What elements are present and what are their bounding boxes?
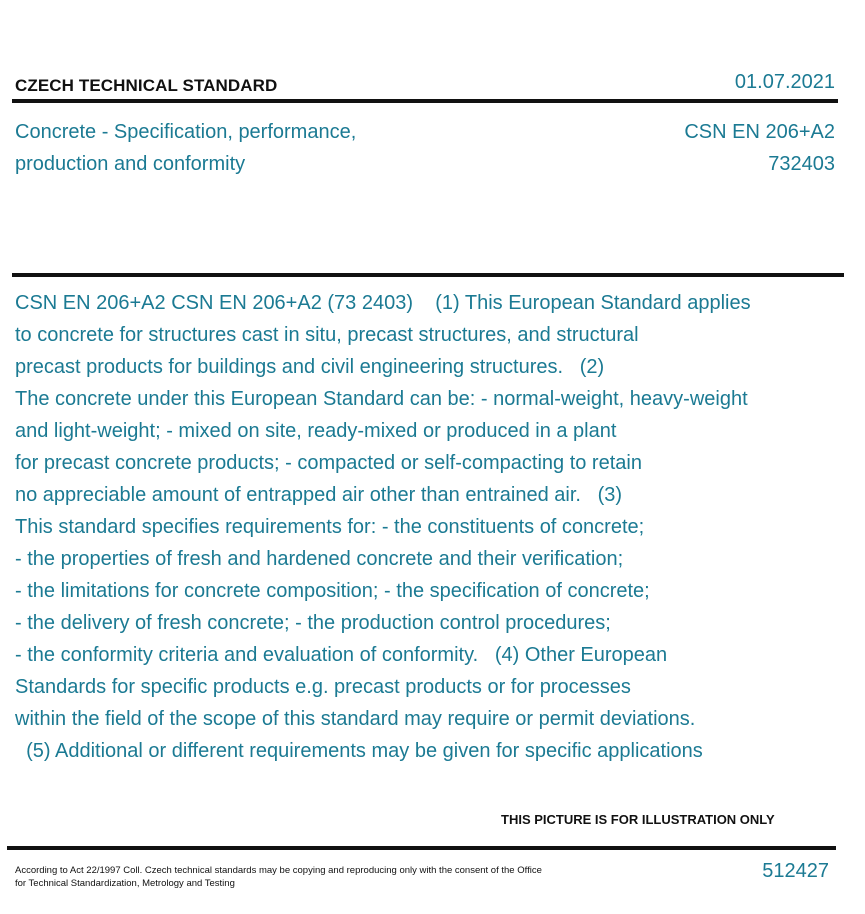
body-line: no appreciable amount of entrapped air other than entrained air. (3) xyxy=(15,484,623,506)
body-line: - the delivery of fresh concrete; - the production control procedures; xyxy=(15,612,611,634)
body-line: for precast concrete products; - compacted or self-compacting to retain xyxy=(15,452,642,474)
body-line: This standard specifies requirements for: - the constituents of concrete; xyxy=(15,516,645,538)
body-line: - the limitations for concrete composition; - the specification of concrete; xyxy=(15,580,650,602)
body-line: and light-weight; - mixed on site, ready-mixed or produced in a plant xyxy=(15,420,617,442)
document-title-line: production and conformity xyxy=(15,153,246,175)
body-text xyxy=(15,287,825,767)
body-line: - the conformity criteria and evaluation of conformity. (4) Other European xyxy=(15,644,668,666)
document-title xyxy=(15,116,515,180)
middle-divider xyxy=(12,273,844,277)
illustration-note: THIS PICTURE IS FOR ILLUSTRATION ONLY xyxy=(501,812,775,827)
footer-number: 512427 xyxy=(762,860,829,882)
body-line: to concrete for structures cast in situ, precast structures, and structural xyxy=(15,324,639,346)
document-identifiers xyxy=(684,116,835,180)
header-date: 01.07.2021 xyxy=(734,71,835,93)
body-line: Standards for specific products e.g. precast products or for processes xyxy=(15,676,631,698)
bottom-divider xyxy=(7,846,836,850)
document-class-number: 732403 xyxy=(768,153,835,175)
body-line: (5) Additional or different requirements may be given for specific applications xyxy=(15,740,703,762)
header-title: CZECH TECHNICAL STANDARD xyxy=(15,76,278,95)
footer-note-line: for Technical Standardization, Metrology and Testing xyxy=(15,878,235,889)
footer-note xyxy=(15,864,615,890)
document-title-line: Concrete - Specification, performance, xyxy=(15,121,357,143)
top-divider xyxy=(12,99,838,103)
body-line: The concrete under this European Standard can be: - normal-weight, heavy-weight xyxy=(15,388,748,410)
document-code: CSN EN 206+A2 xyxy=(684,121,835,143)
body-line: CSN EN 206+A2 CSN EN 206+A2 (73 2403) (1) This European Standard applies xyxy=(15,292,751,314)
body-line: precast products for buildings and civil engineering structures. (2) xyxy=(15,356,605,378)
footer-note-line: According to Act 22/1997 Coll. Czech technical standards may be copying and reproducing only with the consent of the Office xyxy=(15,865,542,876)
body-line: - the properties of fresh and hardened concrete and their verification; xyxy=(15,548,624,570)
body-line: within the field of the scope of this standard may require or permit deviations. xyxy=(15,708,696,730)
